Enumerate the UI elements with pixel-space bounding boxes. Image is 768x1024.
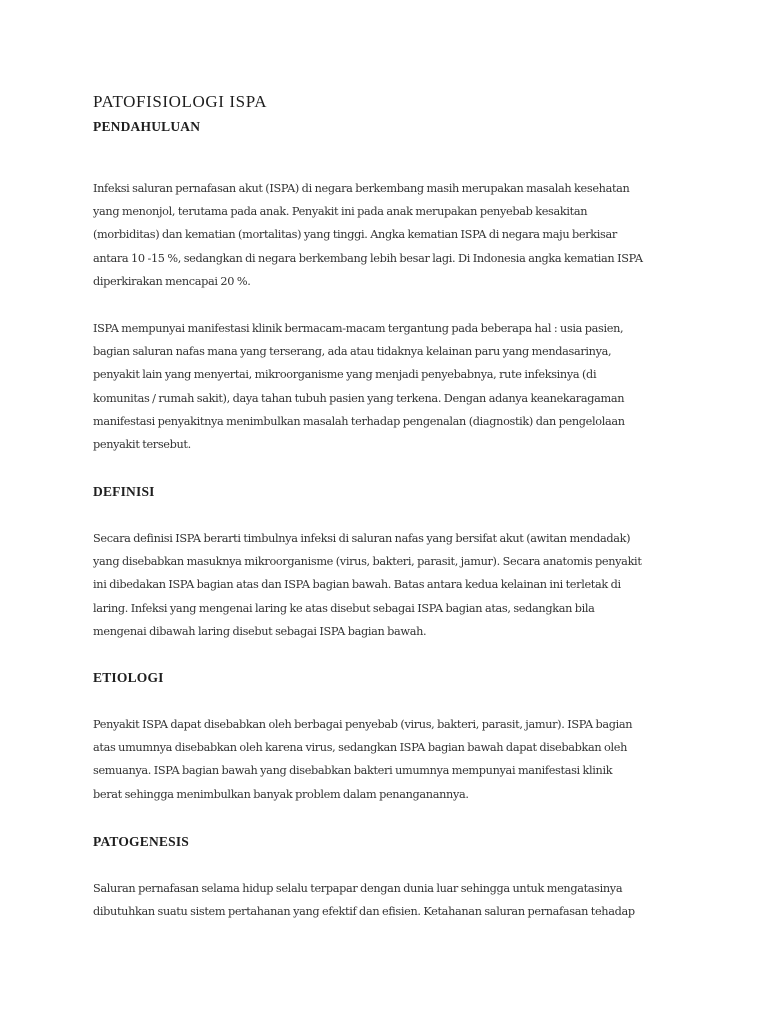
text-line: antara 10 -15 %, sedangkan di negara berkembang lebih besar lagi. Di Indonesia angka kematian ISPA	[93, 251, 643, 265]
paragraph-etiologi	[93, 713, 693, 806]
text-line: yang menonjol, terutama pada anak. Penyakit ini pada anak merupakan penyebab kesakitan	[93, 205, 588, 219]
text-line: ISPA mempunyai manifestasi klinik bermacam-macam tergantung pada beberapa hal : usia pasien,	[93, 322, 624, 335]
paragraph-patogenesis	[93, 877, 693, 923]
text-line: komunitas / rumah sakit), daya tahan tubuh pasien yang terkena. Dengan adanya keanekaragaman	[93, 391, 625, 405]
paragraph-pendahuluan-1	[93, 177, 693, 293]
paragraph-pendahuluan-2	[93, 317, 693, 456]
text-line: semuanya. ISPA bagian bawah yang disebabkan bakteri umumnya mempunyai manifestasi klinik	[93, 764, 613, 778]
section-heading-pendahuluan: PENDAHULUAN	[93, 119, 201, 134]
section-heading-etiologi: ETIOLOGI	[93, 670, 164, 685]
text-line: atas umumnya disebabkan oleh karena virus, sedangkan ISPA bagian bawah dapat disebabkan oleh	[93, 741, 627, 755]
text-line: (morbiditas) dan kematian (mortalitas) yang tinggi. Angka kematian ISPA di negara maju berkisar	[93, 228, 617, 242]
text-line: yang disebabkan masuknya mikroorganisme (virus, bakteri, parasit, jamur). Secara anatomis penyakit	[93, 555, 642, 569]
section-heading-patogenesis: PATOGENESIS	[93, 834, 189, 849]
text-line: Infeksi saluran pernafasan akut (ISPA) di negara berkembang masih merupakan masalah kesehatan	[93, 182, 630, 195]
text-line: Saluran pernafasan selama hidup selalu terpapar dengan dunia luar sehingga untuk mengatasinya	[93, 882, 623, 895]
paragraph-definisi	[93, 527, 693, 643]
text-line: berat sehingga menimbulkan banyak problem dalam penanganannya.	[93, 787, 469, 801]
text-line: dibutuhkan suatu sistem pertahanan yang efektif dan efisien. Ketahanan saluran pernafasan tehadap	[93, 905, 635, 919]
section-heading-definisi: DEFINISI	[93, 484, 155, 499]
text-line: penyakit tersebut.	[93, 438, 191, 452]
document-title: PATOFISIOLOGI ISPA	[93, 92, 268, 111]
text-line: laring. Infeksi yang mengenai laring ke atas disebut sebagai ISPA bagian atas, sedangkan bila	[93, 601, 595, 615]
text-line: Penyakit ISPA dapat disebabkan oleh berbagai penyebab (virus, bakteri, parasit, jamur). ISPA bagian	[93, 718, 633, 731]
text-line: bagian saluran nafas mana yang terserang, ada atau tidaknya kelainan paru yang mendasarinya,	[93, 345, 612, 359]
text-line: mengenai dibawah laring disebut sebagai ISPA bagian bawah.	[93, 624, 427, 638]
text-line: Secara definisi ISPA berarti timbulnya infeksi di saluran nafas yang bersifat akut (awitan mendadak)	[93, 532, 631, 545]
text-line: diperkirakan mencapai 20 %.	[93, 274, 251, 288]
text-line: penyakit lain yang menyertai, mikroorganisme yang menjadi penyebabnya, rute infeksinya (di	[93, 368, 597, 382]
text-line: ini dibedakan ISPA bagian atas dan ISPA bagian bawah. Batas antara kedua kelainan ini terletak di	[93, 578, 621, 592]
text-line: manifestasi penyakitnya menimbulkan masalah terhadap pengenalan (diagnostik) dan pengelolaan	[93, 414, 625, 428]
